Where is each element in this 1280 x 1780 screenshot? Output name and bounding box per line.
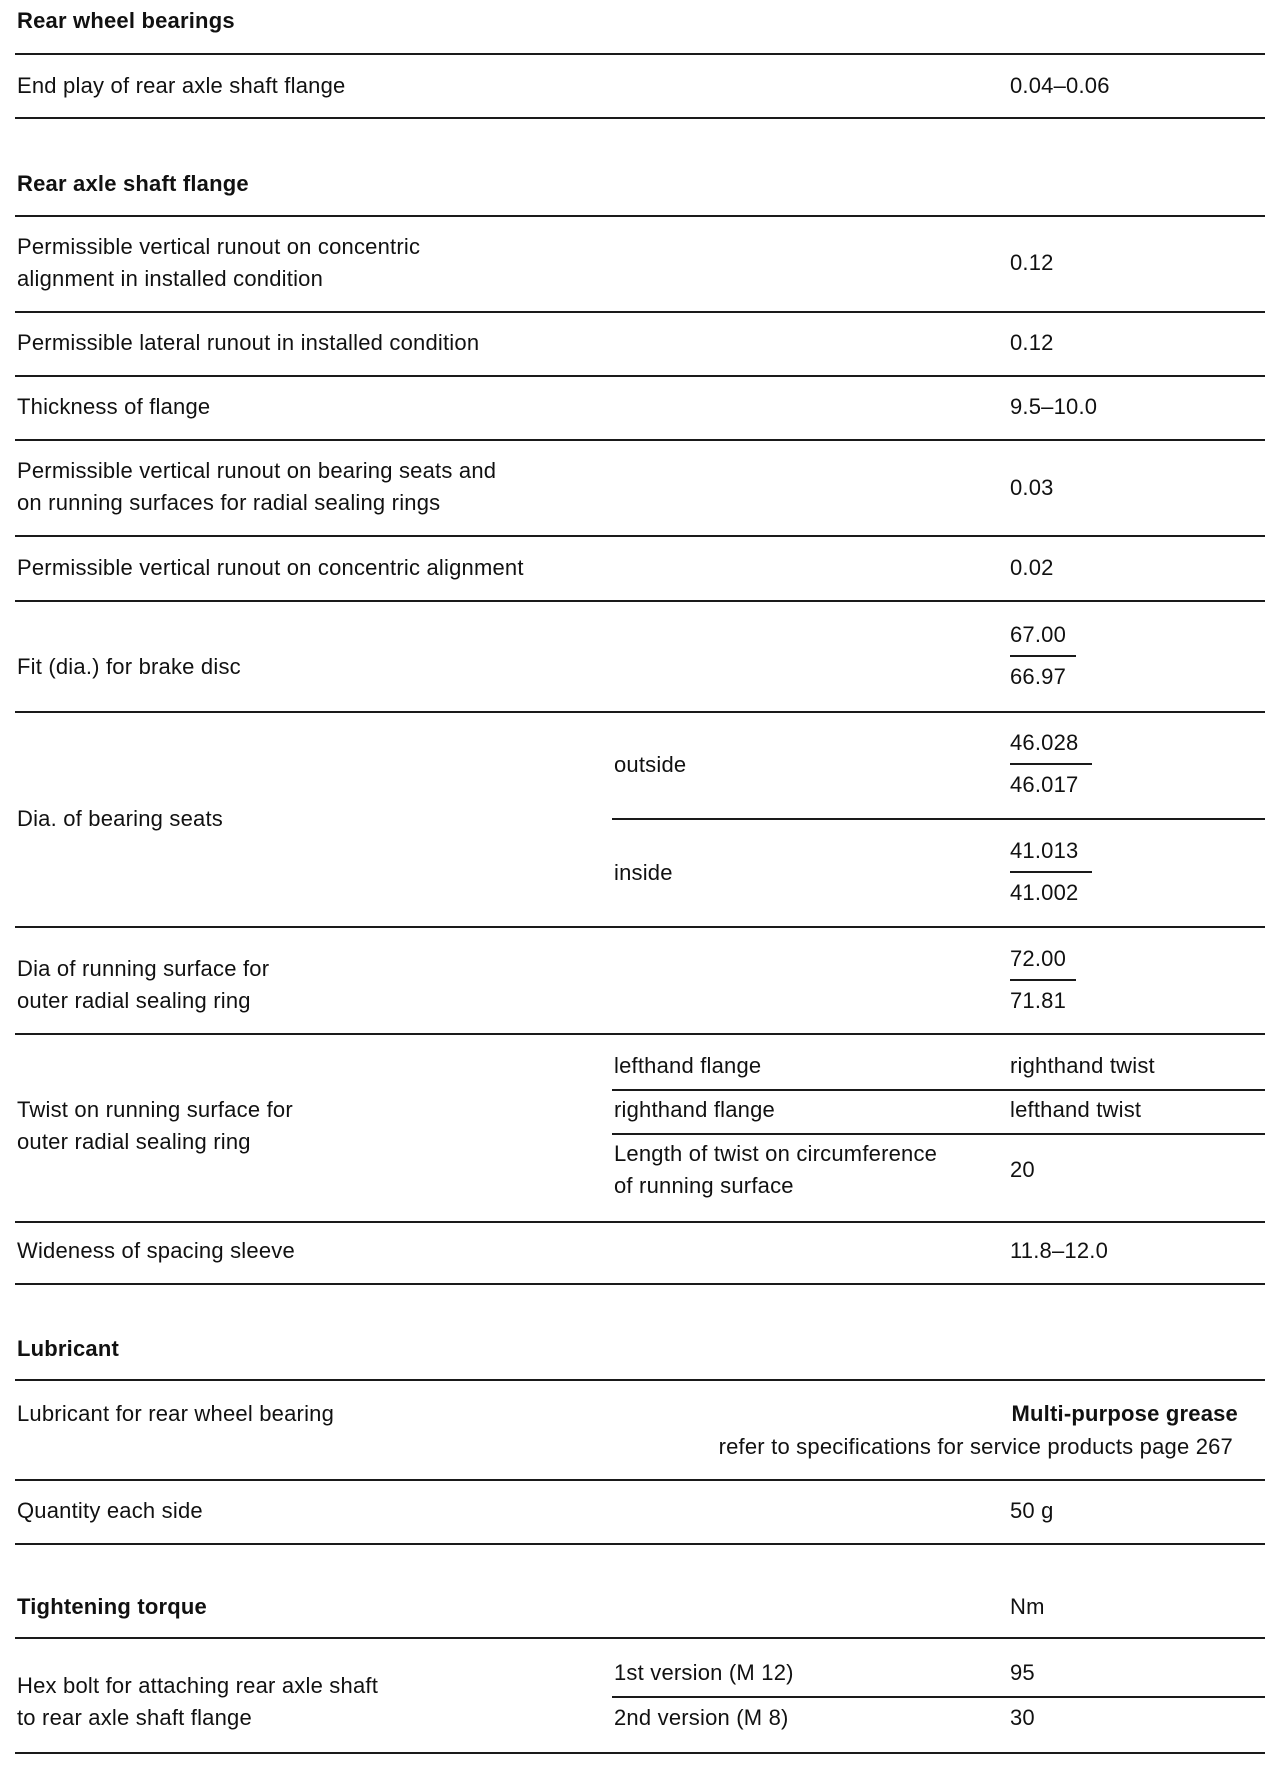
fraction-bar xyxy=(1010,871,1092,873)
section-heading-lubricant: Lubricant xyxy=(17,1336,120,1361)
twist-label-line1: Twist on running surface for xyxy=(17,1097,293,1122)
quantity-label: Quantity each side xyxy=(17,1498,203,1523)
hex-bolt-label-line2: to rear axle shaft flange xyxy=(17,1705,252,1730)
twist-righthand-flange-label: righthand flange xyxy=(614,1097,775,1122)
brake-disc-fit-upper: 67.00 xyxy=(1010,622,1067,647)
twist-length-label-line1: Length of twist on circumference xyxy=(614,1141,938,1166)
twist-length-label-line2: of running surface xyxy=(614,1173,794,1198)
lubricant-bearing-note: refer to specifications for service products page 267 xyxy=(718,1434,1233,1459)
vertical-runout-concentric-installed-label-line2: alignment in installed condition xyxy=(17,266,324,291)
brake-disc-fit-lower: 66.97 xyxy=(1010,664,1067,689)
twist-lefthand-flange-label: lefthand flange xyxy=(614,1053,762,1078)
divider xyxy=(15,215,1265,217)
running-surface-label-line1: Dia of running surface for xyxy=(17,956,270,981)
bearing-seats-inside-label: inside xyxy=(614,860,673,885)
divider xyxy=(15,600,1265,602)
lubricant-bearing-label: Lubricant for rear wheel bearing xyxy=(17,1401,335,1426)
lubricant-bearing-value: Multi-purpose grease xyxy=(1011,1401,1238,1426)
end-play-value: 0.04–0.06 xyxy=(1010,73,1110,98)
divider xyxy=(15,1221,1265,1223)
spacing-sleeve-label: Wideness of spacing sleeve xyxy=(17,1238,295,1263)
twist-label-line2: outer radial sealing ring xyxy=(17,1129,251,1154)
divider xyxy=(15,1752,1265,1754)
torque-unit: Nm xyxy=(1010,1594,1045,1619)
hex-bolt-version2-value: 30 xyxy=(1010,1705,1035,1730)
section-heading-tightening-torque: Tightening torque xyxy=(17,1594,207,1619)
end-play-label: End play of rear axle shaft flange xyxy=(17,73,346,98)
twist-righthand-flange-value: lefthand twist xyxy=(1010,1097,1142,1122)
vertical-runout-concentric-installed-label-line1: Permissible vertical runout on concentric xyxy=(17,234,421,259)
twist-length-value: 20 xyxy=(1010,1157,1035,1182)
section-heading-rear-axle-shaft-flange: Rear axle shaft flange xyxy=(17,171,249,196)
fraction-bar xyxy=(1010,979,1076,981)
bearing-seats-inside-lower: 41.002 xyxy=(1010,880,1079,905)
hex-bolt-version1-label: 1st version (M 12) xyxy=(614,1660,794,1685)
flange-thickness-label: Thickness of flange xyxy=(17,394,211,419)
divider xyxy=(15,535,1265,537)
fraction-bar xyxy=(1010,763,1092,765)
vertical-runout-bearing-seats-label-line1: Permissible vertical runout on bearing seats and xyxy=(17,458,497,483)
spacing-sleeve-value: 11.8–12.0 xyxy=(1010,1238,1109,1263)
hex-bolt-version1-value: 95 xyxy=(1010,1660,1035,1685)
section-heading-rear-wheel-bearings: Rear wheel bearings xyxy=(17,8,235,33)
vertical-runout-concentric-installed-value: 0.12 xyxy=(1010,250,1054,275)
hex-bolt-label-line1: Hex bolt for attaching rear axle shaft xyxy=(17,1673,379,1698)
divider xyxy=(612,1696,1265,1698)
divider xyxy=(15,1033,1265,1035)
vertical-runout-concentric-value: 0.02 xyxy=(1010,555,1054,580)
divider xyxy=(15,439,1265,441)
divider xyxy=(15,117,1265,119)
divider xyxy=(15,926,1265,928)
divider xyxy=(15,53,1265,55)
running-surface-lower: 71.81 xyxy=(1010,988,1067,1013)
vertical-runout-concentric-label: Permissible vertical runout on concentric alignment xyxy=(17,555,524,580)
vertical-runout-bearing-seats-label-line2: on running surfaces for radial sealing rings xyxy=(17,490,441,515)
quantity-value: 50 g xyxy=(1010,1498,1054,1523)
bearing-seats-outside-label: outside xyxy=(614,752,687,777)
divider xyxy=(15,375,1265,377)
bearing-seats-outside-upper: 46.028 xyxy=(1010,730,1079,755)
divider xyxy=(15,711,1265,713)
running-surface-upper: 72.00 xyxy=(1010,946,1067,971)
twist-lefthand-flange-value: righthand twist xyxy=(1010,1053,1155,1078)
divider xyxy=(15,1379,1265,1381)
lateral-runout-value: 0.12 xyxy=(1010,330,1054,355)
fraction-bar xyxy=(1010,655,1076,657)
divider xyxy=(15,1283,1265,1285)
bearing-seats-label: Dia. of bearing seats xyxy=(17,806,223,831)
bearing-seats-outside-lower: 46.017 xyxy=(1010,772,1079,797)
divider xyxy=(612,1089,1265,1091)
divider xyxy=(15,1543,1265,1545)
lateral-runout-label: Permissible lateral runout in installed condition xyxy=(17,330,480,355)
divider xyxy=(15,311,1265,313)
running-surface-label-line2: outer radial sealing ring xyxy=(17,988,251,1013)
hex-bolt-version2-label: 2nd version (M 8) xyxy=(614,1705,789,1730)
divider xyxy=(612,818,1265,820)
divider xyxy=(612,1133,1265,1135)
divider xyxy=(15,1479,1265,1481)
brake-disc-fit-label: Fit (dia.) for brake disc xyxy=(17,654,241,679)
flange-thickness-value: 9.5–10.0 xyxy=(1010,394,1098,419)
divider xyxy=(15,1637,1265,1639)
bearing-seats-inside-upper: 41.013 xyxy=(1010,838,1079,863)
vertical-runout-bearing-seats-value: 0.03 xyxy=(1010,475,1054,500)
